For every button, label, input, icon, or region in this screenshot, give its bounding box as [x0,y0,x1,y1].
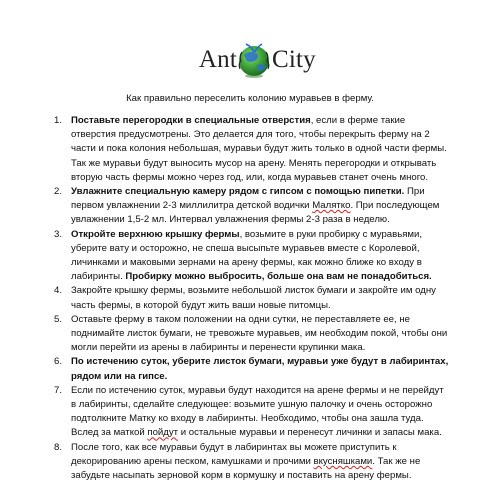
list-item-number: 7. [54,384,63,396]
step-text: , если в ферме такие отверстия предусмотрены. Это делается для того, чтобы перекрыть ферму на 2 части и пока колония небольшая, муравьи будут жить только в одной части фермы. Так же муравьи будут выносить мусор на арену. Менять перегородки и открывать вторую часть фермы можно через год, или, когда муравьев станет очень много. [71,115,447,183]
list-item-number: 5. [54,313,63,325]
list-item-number: 3. [54,228,63,240]
step-underlined-text: пойдут [147,427,179,439]
step-text: . При последующем увлажнении 1,5-2 мл. Интервал увлажнения фермы 2-3 раза в неделю. [71,200,440,226]
list-item [54,384,449,441]
step-text: После того, как все муравьи будут в лабиринтах вы можете приступить к декорированию арены песком, камушками и прочими [71,441,397,467]
step-underlined-text: вкусняшками [313,455,373,467]
step-text: , возьмите в руки пробирку с муравьями, уберите вату и осторожно, не спеша высыпьте муравьев вместе с Королевой, личинками и маковыми зернами на арену фермы, как можно ближе ко входу в лабиринты. [71,228,423,283]
step-text: Если по истечению суток, муравьи будут находится на арене фермы и не перейдут в лабиринты, сделайте следующее: возьмите ушную палочку и очень осторожно подтолкните Матку ко входу в лабиринты. Необходимо, чтобы она зашла туда. Вслед за маткой [71,384,444,439]
list-item [54,114,449,185]
step-underlined-text: Малятко [312,200,351,212]
step-text: . Так же не забудьте насыпать зерновой корм в кормушку и поставить на арену фермы. [71,455,421,482]
page-subtitle: Как правильно переселить колонию муравьев в ферму. [126,93,374,104]
list-item [54,185,449,228]
list-item-number: 4. [54,285,63,297]
list-item-number: 1. [54,115,63,126]
step-bold-text: Увлажните специальную камеру рядом с гипсом с помощью пипетки. [71,186,405,198]
step-text: и остальные муравьи и перенесут личинки и запасы мака. [178,427,442,439]
step-text: При первом увлажнении 2-3 миллилитра детской водички [71,186,425,212]
list-item [54,228,449,285]
step-text: Закройте крышку фермы, возьмите небольшой листок бумаги и закройте им одну часть фермы, в которой будут жить ваши новые питомцы. [71,285,436,311]
list-item [54,441,449,484]
steps-list [54,114,449,483]
list-item-number: 2. [54,186,63,198]
logo-word-city: City [272,46,316,73]
list-item [54,313,449,356]
list-item [54,355,449,383]
step-bold-text: По истечению суток, уберите листок бумаги, муравьи уже будут в лабиринтах, рядом или на гипсе. [71,356,449,382]
step-text: Оставьте ферму в таком положении на одни сутки, не переставляете ее, не поднимайте листок бумаги, не тревожьте муравьев, им необходим покой, чтобы они могли перейти из арены в лабиринты и перенести крупинки мака. [71,313,448,354]
list-item-number: 6. [54,356,63,368]
list-item [54,284,449,312]
step-bold-text-end: Пробирку можно выбросить, больше она вам не понадобиться. [125,271,432,283]
list-item-number: 8. [54,441,63,453]
antcity-logo [0,38,500,86]
globe-icon [232,38,276,82]
step-bold-text: Поставьте перегородки в специальные отверстия [71,115,311,126]
logo-word-ant: Ant [198,46,237,73]
step-bold-text: Откройте верхнюю крышку фермы [71,228,240,240]
